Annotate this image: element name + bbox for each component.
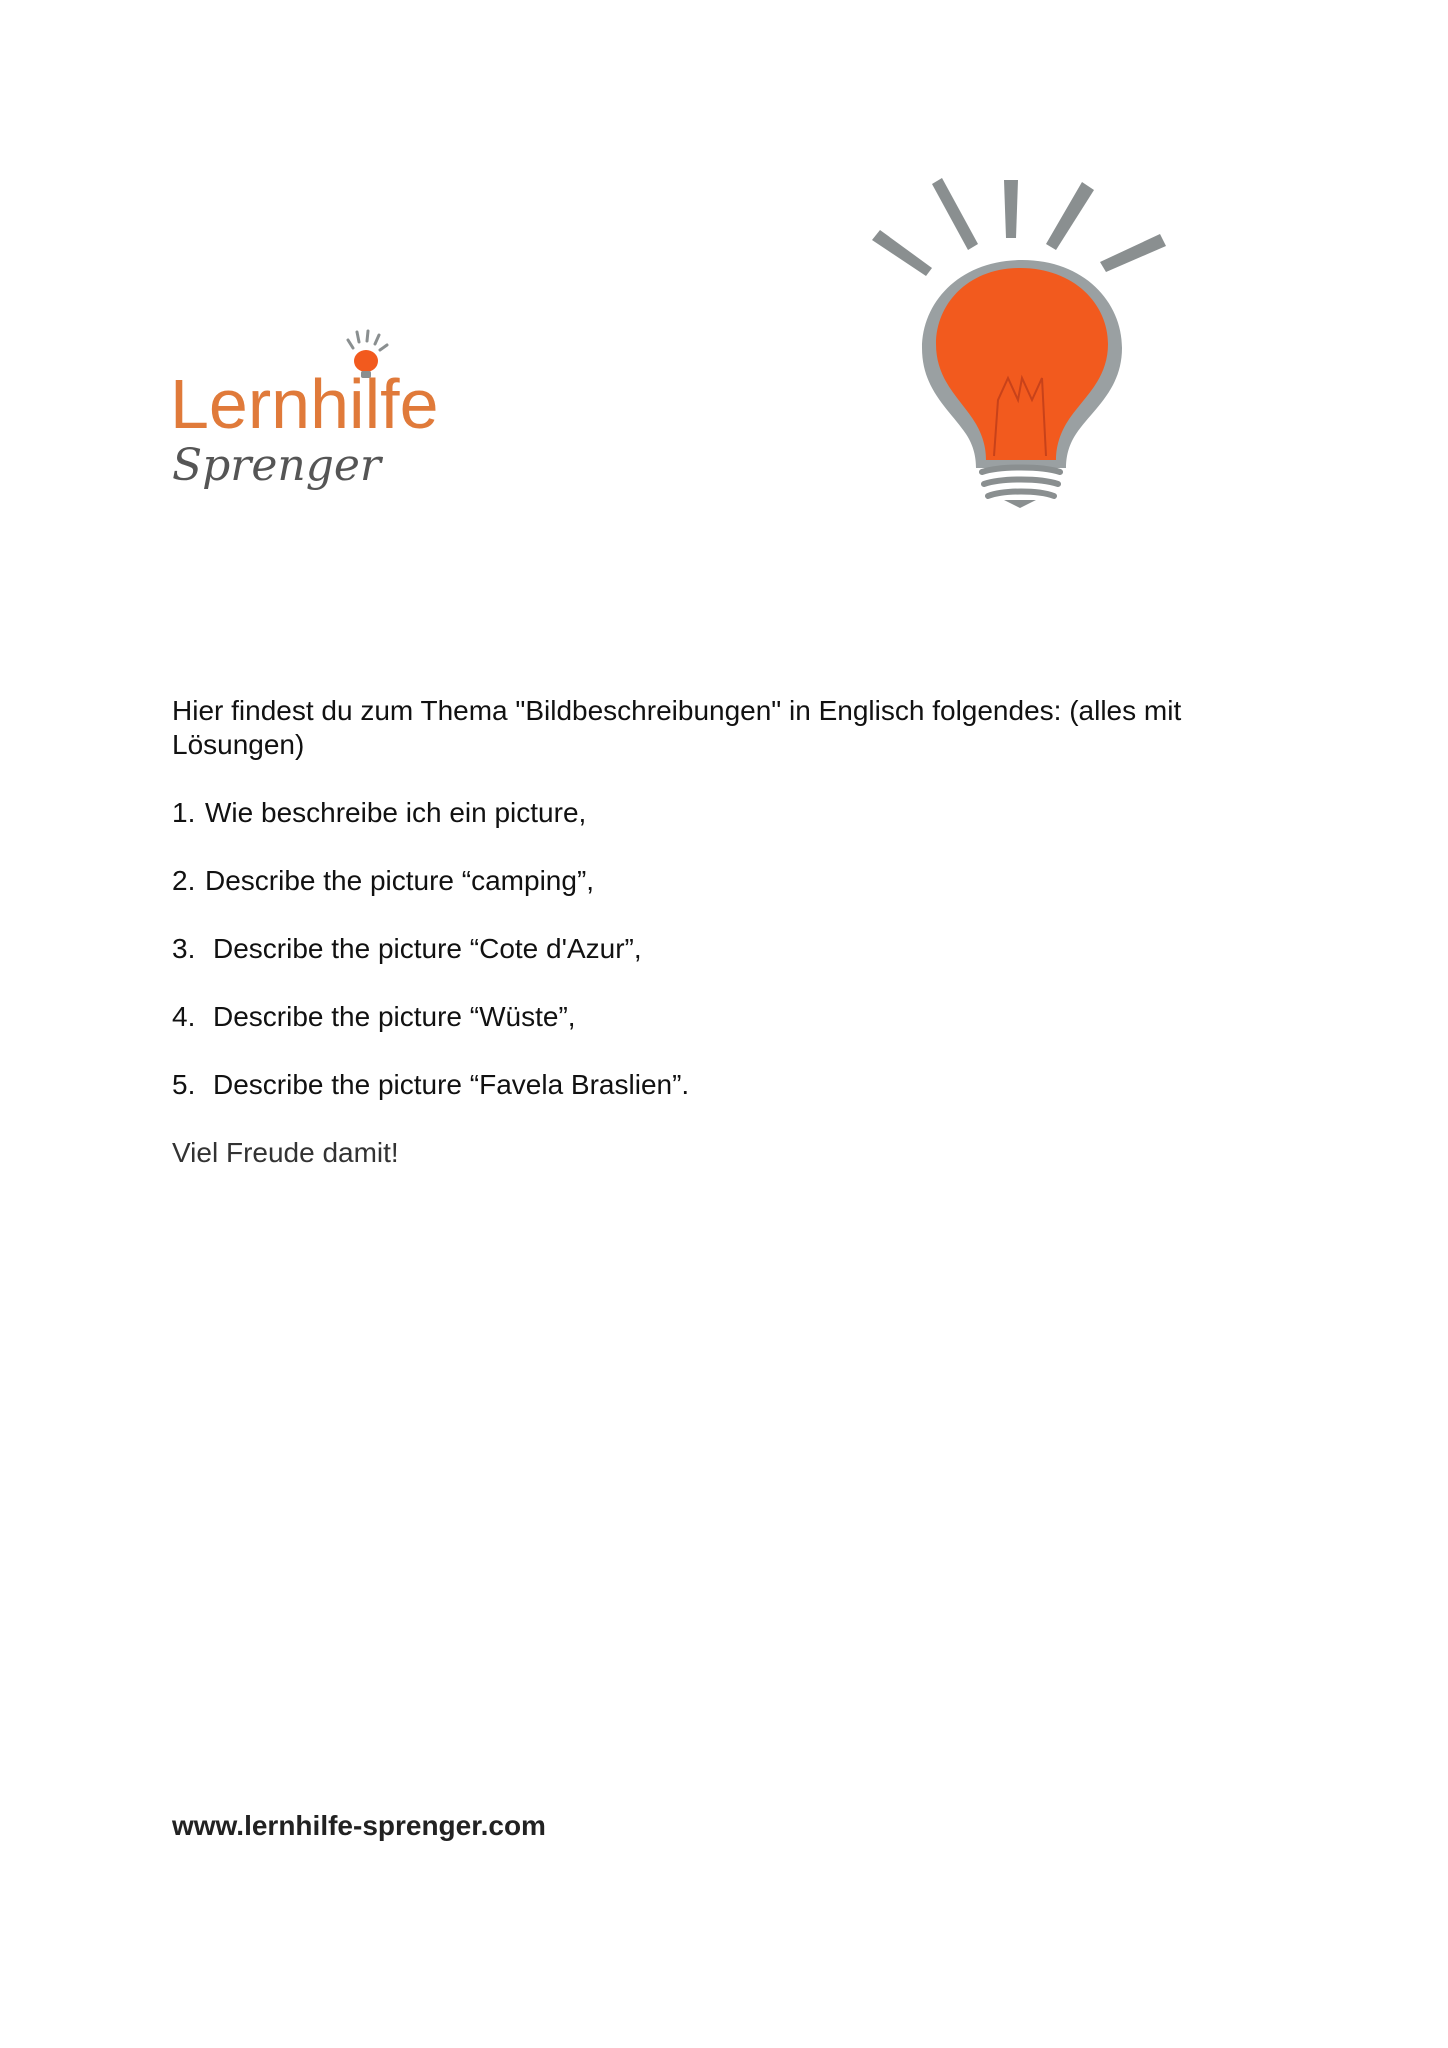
list-item-number: 4. [172,1001,196,1032]
lightbulb-graphic [870,168,1180,508]
document-body [172,694,1292,1170]
list-item [172,932,1292,966]
logo-brand-line1: Lernhilfe [170,365,439,443]
list-item-number: 2. [172,865,196,896]
list-item-number: 1. [172,797,196,828]
list-item-text: Describe the picture “camping”, [205,865,595,896]
list-item-text: Describe the picture “Wüste”, [213,1001,576,1032]
lightbulb-icon [870,168,1180,508]
list-item-text: Describe the picture “Favela Braslien”. [213,1069,690,1100]
list-item-number: 3. [172,933,196,964]
list-item [172,1068,1292,1102]
logo-graphic [170,328,470,508]
lightbulb-tip [1004,500,1036,508]
list-item [172,796,1292,830]
intro-paragraph: Hier findest du zum Thema "Bildbeschreibungen" in Englisch folgendes: (alles mit Lösungen) [172,695,1182,760]
list-item [172,864,1292,898]
list-item-text: Describe the picture “Cote d'Azur”, [213,933,642,964]
lightbulb-glass [936,268,1108,460]
website-url: www.lernhilfe-sprenger.com [172,1810,546,1841]
lightbulb-base [982,468,1060,497]
logo-brand-line2: Sprenger [172,440,381,491]
list-item-text: Wie beschreibe ich ein picture, [205,797,587,828]
lernhilfe-sprenger-logo [170,328,470,508]
topic-list [172,796,1292,1102]
closing-line: Viel Freude damit! [172,1137,399,1168]
logo-bulb-rays [348,331,387,350]
list-item [172,1000,1292,1034]
list-item-number: 5. [172,1069,196,1100]
